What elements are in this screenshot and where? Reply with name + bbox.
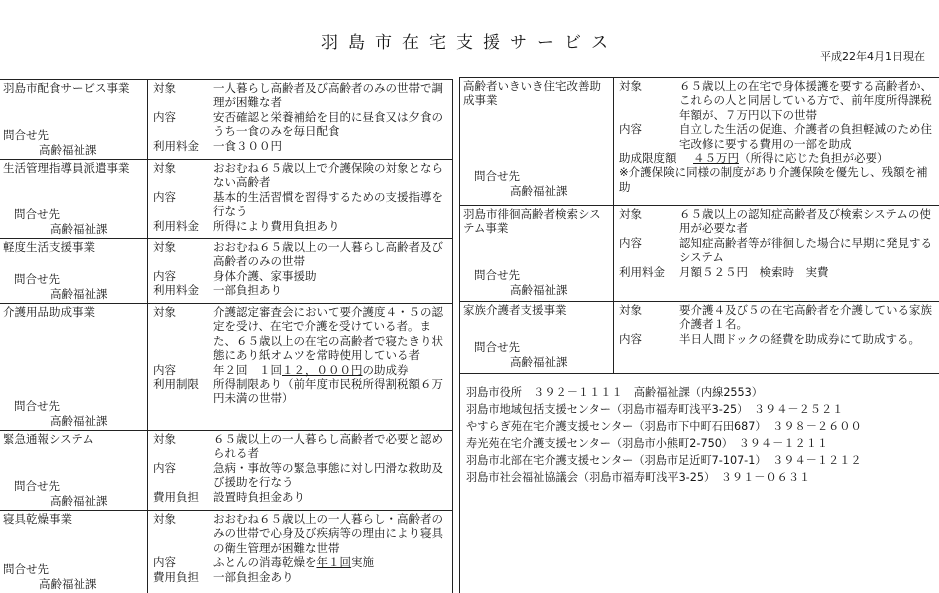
contact-dept: 高齢福祉課: [510, 355, 568, 369]
service-name: 羽島市配食サービス事業: [3, 81, 130, 95]
detail-row: 対象 ６５歳以上の認知症高齢者及び検索システムの使用が必要な者: [619, 207, 931, 236]
contact-line: 羽島市社会福祉協議会（羽島市福寿町浅平3-25） ３９１－０６３１: [466, 471, 811, 484]
detail-row: 利用料金 所得により費用負担あり: [153, 218, 340, 233]
detail-row: 費用負担 設置時負担金あり: [153, 489, 305, 504]
detail-row: 費用負担 一部負担金あり: [153, 569, 294, 584]
detail-row: 内容 半日人間ドックの経費を助成券にて助成する。: [619, 331, 921, 346]
left-service-panel: [0, 79, 453, 593]
contact-info: [14, 399, 108, 429]
service-details: [148, 511, 452, 584]
detail-row: 内容 身体介護、家事援助: [153, 268, 317, 283]
contact-line: 羽島市北部在宅介護支援センター（羽島市足近町7-107-1） ３９４－１２１２: [466, 454, 862, 467]
service-details: [148, 160, 452, 233]
detail-row: 助成限度額 ４５万円（所得に応じた負担が必要）: [619, 151, 889, 166]
service-details: [148, 80, 452, 153]
contact-directory: [460, 374, 939, 486]
detail-row: 対象 おおむね６５歳以上で介護保険の対象とならない高齢者: [153, 161, 443, 190]
service-section-wandering-search: [460, 206, 939, 302]
service-name: 緊急通報システム: [3, 432, 94, 446]
contact-label: 問合せ先: [3, 128, 49, 142]
contact-info: [3, 562, 97, 592]
contact-info: [474, 268, 568, 298]
contact-info: [14, 479, 108, 509]
contact-label: 問合せ先: [474, 268, 520, 282]
service-name: 生活管理指導員派遣事業: [3, 161, 130, 175]
service-section-housing-improvement: [460, 78, 939, 206]
detail-row: 内容 急病・事故等の緊急事態に対し円滑な救助及び援助を行なう: [153, 460, 443, 490]
contact-dept: 高齢福祉課: [510, 184, 568, 198]
service-details: [148, 304, 452, 406]
contact-label: 問合せ先: [3, 562, 49, 576]
contact-info: [3, 128, 97, 158]
contact-info: [14, 272, 108, 302]
contact-label: 問合せ先: [474, 340, 520, 354]
service-name: 軽度生活支援事業: [3, 240, 95, 254]
contact-line: やすらぎ苑在宅介護支援センター（羽島市下中町石田687） ３９８－２６００: [466, 420, 862, 433]
service-section-care-goods: [0, 304, 452, 431]
service-name: 羽島市徘徊高齢者検索システム事業: [463, 207, 601, 235]
contact-dept: 高齢福祉課: [50, 414, 108, 428]
contact-dept: 高齢福祉課: [39, 143, 97, 157]
service-details: [148, 239, 452, 298]
service-section-light-life-support: [0, 239, 452, 304]
contact-dept: 高齢福祉課: [39, 577, 97, 591]
contact-line: 寿光苑在宅介護支援センター（羽島市小熊町2-750） ３９４－１２１１: [466, 437, 829, 450]
detail-row: 対象 おおむね６５歳以上の一人暮らし・高齢者のみの世帯で心身及び疾病等の理由により寝具の衛生管理が困難な世帯: [153, 512, 443, 555]
contact-label: 問合せ先: [14, 399, 60, 413]
service-section-life-guidance: [0, 160, 452, 239]
service-name: 介護用品助成事業: [3, 305, 95, 319]
detail-row: 利用制限 所得制限あり（前年度市民税所得割税額６万円未満の世帯）: [153, 377, 443, 406]
detail-row: 利用料金 一食３００円: [153, 138, 282, 153]
contact-line: 羽島市地域包括支援センター（羽島市福寿町浅平3-25） ３９４－２５２１: [466, 403, 844, 416]
contact-dept: 高齢福祉課: [50, 287, 108, 301]
contact-line: 羽島市役所 ３９２－１１１１ 高齢福祉課（内線2553）: [466, 386, 763, 399]
service-details: [614, 302, 939, 346]
detail-row: 利用料金 月額５２５円 検索時 実費: [619, 264, 829, 279]
detail-row: 内容 自立した生活の促進、介護者の負担軽減のため住宅改修に要する費用の一部を助成: [619, 122, 932, 151]
service-section-meal: [0, 80, 452, 160]
service-details: [614, 78, 939, 194]
contact-info: [14, 207, 108, 237]
contact-dept: 高齢福祉課: [510, 283, 568, 297]
service-section-family-caregiver: [460, 302, 939, 374]
contact-label: 問合せ先: [14, 479, 60, 493]
contact-label: 問合せ先: [14, 207, 60, 221]
detail-row: 利用料金 一部負担あり: [153, 283, 282, 298]
detail-row: 対象 ６５歳以上の一人暮らし高齢者で必要と認められる者: [153, 432, 443, 461]
date-label: 平成22年4月1日現在: [820, 50, 925, 63]
detail-row: 内容 年２回 １回１２，０００円の助成券: [153, 362, 409, 377]
detail-row: 内容 基本的生活習慣を習得するための支援指導を行なう: [153, 189, 443, 219]
detail-row: 内容 安否確認と栄養補給を目的に昼食又は夕食のうち一食のみを毎日配食: [153, 109, 443, 139]
service-name: 家族介護者支援事業: [463, 303, 567, 317]
detail-row: 内容 認知症高齢者等が徘徊した場合に早期に発見するシステム: [619, 235, 932, 265]
detail-row: 対象 おおむね６５歳以上の一人暮らし高齢者及び高齢者のみの世帯: [153, 240, 443, 269]
contact-info: [474, 169, 568, 199]
detail-row: 対象 要介護４及び５の在宅高齢者を介護している家族介護者１名。: [619, 303, 932, 332]
right-service-panel: [459, 77, 939, 593]
detail-row: 内容 ふとんの消毒乾燥を年１回実施: [153, 555, 374, 570]
service-section-emergency-call: [0, 431, 452, 511]
service-details: [148, 431, 452, 504]
detail-row: ※介護保険に同様の制度があり介護保険を優先し、残額を補助: [619, 165, 928, 194]
detail-row: 対象 介護認定審査会において要介護度４・５の認定を受け、在宅で介護を受けている者。また、６５歳以上の在宅の高齢者で寝たきり状態にあり紙オムツを常時使用している者: [153, 305, 443, 363]
detail-row: 対象 ６５歳以上の在宅で身体援護を要する高齢者か、これらの人と同居している方で、前年度所得課税年額が、７万円以下の世帯: [619, 79, 932, 122]
contact-info: [474, 340, 568, 370]
contact-label: 問合せ先: [14, 272, 60, 286]
contact-label: 問合せ先: [474, 169, 520, 183]
detail-row: 対象 一人暮らし高齢者及び高齢者のみの世帯で調理が困難な者: [153, 81, 443, 110]
service-details: [614, 206, 939, 279]
service-section-bedding-dry: [0, 511, 452, 593]
service-name: 寝具乾燥事業: [3, 512, 72, 526]
contact-dept: 高齢福祉課: [50, 222, 108, 236]
contact-dept: 高齢福祉課: [50, 494, 108, 508]
service-name: 高齢者いきいき住宅改善助成事業: [463, 79, 601, 107]
page-title: 羽島市在宅支援サービス: [321, 33, 618, 53]
